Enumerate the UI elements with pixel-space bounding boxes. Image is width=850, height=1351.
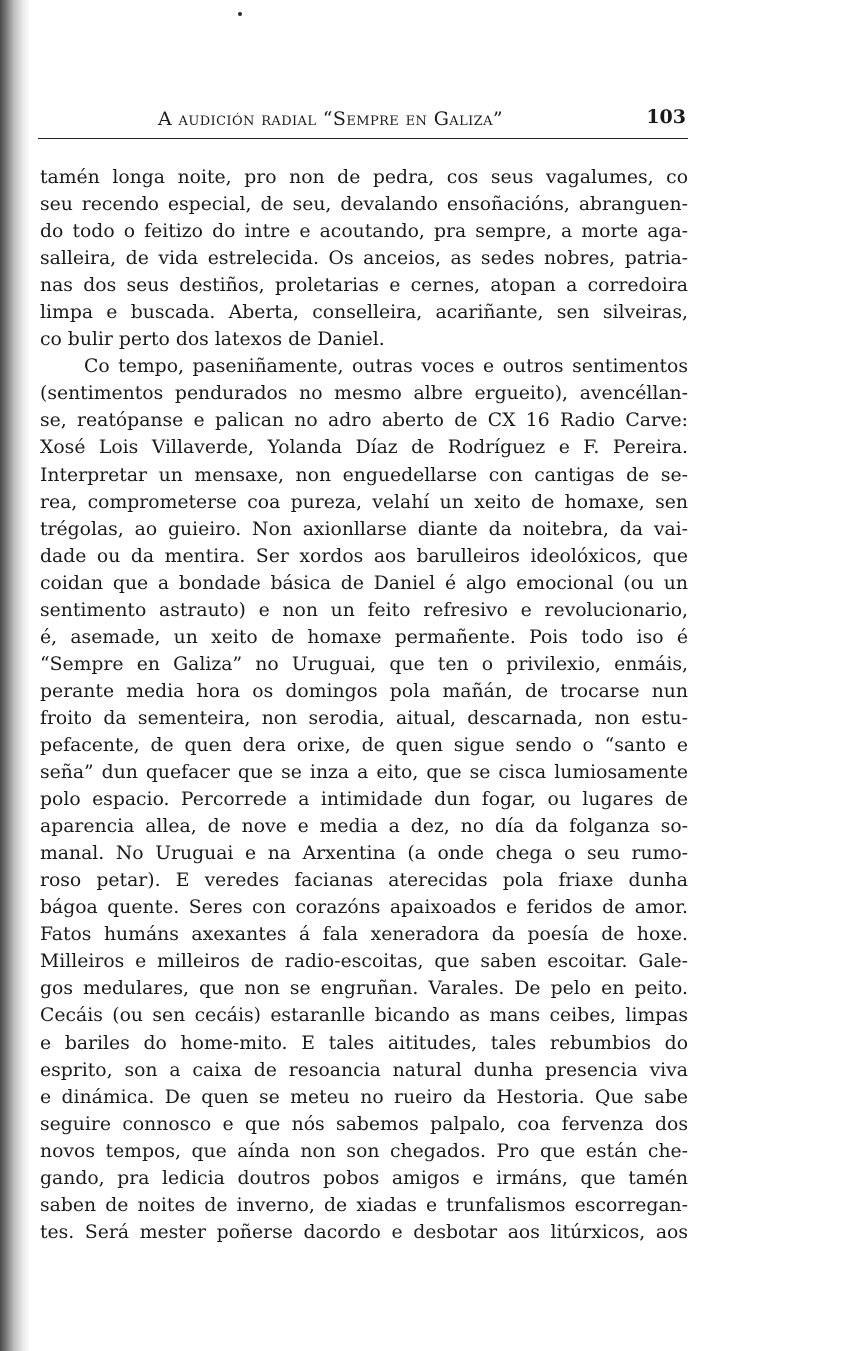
- text-line: nas dos seus destiños, proletarias e cernes, atopan a corredoira: [40, 275, 688, 297]
- running-header: [38, 106, 688, 139]
- text-line: seguire connosco e que nós sabemos palpalo, coa fervenza dos: [40, 1113, 688, 1135]
- text-line: (sentimentos pendurados no mesmo albre ergueito), avencéllan-: [40, 383, 688, 405]
- body-text: [40, 164, 688, 1246]
- text-line: polo espacio. Percorrede a intimidade dun fogar, ou lugares de: [40, 789, 688, 811]
- text-line: aparencia allea, de nove e media a dez, no día da folganza so-: [40, 816, 688, 838]
- text-line: Milleiros e milleiros de radio-escoitas, que saben escoitar. Gale-: [40, 951, 688, 973]
- text-line: e bariles do home-mito. E tales aititudes, tales rebumbios do: [40, 1032, 688, 1054]
- text-line: Xosé Lois Villaverde, Yolanda Díaz de Rodríguez e F. Pereira.: [40, 437, 688, 459]
- text-line: saben de noites de inverno, de xiadas e trunfalismos escorregan-: [40, 1194, 688, 1216]
- text-line: dade ou da mentira. Ser xordos aos barulleiros ideolóxicos, que: [40, 545, 688, 567]
- text-line: trégolas, ao guieiro. Non axionllarse diante da noitebra, da vai-: [40, 518, 688, 540]
- running-title: A audición radial “Sempre en Galiza”: [158, 108, 503, 130]
- text-line: Fatos humáns axexantes á fala xeneradora da poesía de hoxe.: [40, 924, 688, 946]
- text-line: sentimento astrauto) e non un feito refresivo e revolucionario,: [40, 599, 688, 621]
- text-line: novos tempos, que aínda non son chegados. Pro que están che-: [40, 1140, 688, 1162]
- text-line: esprito, son a caixa de resoancia natural dunha presencia viva: [40, 1059, 688, 1081]
- text-line: pefacente, de quen dera orixe, de quen sigue sendo o “santo e: [40, 734, 688, 756]
- text-line: coidan que a bondade básica de Daniel é algo emocional (ou un: [40, 572, 688, 594]
- text-line: é, asemade, un xeito de homaxe permañente. Pois todo iso é: [40, 626, 688, 648]
- text-line: limpa e buscada. Aberta, conselleira, acariñante, sen silveiras,: [40, 302, 688, 324]
- text-line: rea, comprometerse coa pureza, velahí un xeito de homaxe, sen: [40, 491, 688, 513]
- text-line: “Sempre en Galiza” no Uruguai, que ten o privilexio, enmáis,: [40, 653, 688, 675]
- text-line: gos medulares, que non se engruñan. Varales. De pelo en peito.: [40, 978, 688, 1000]
- text-line: e dinámica. De quen se meteu no rueiro da Hestoria. Que sabe: [40, 1086, 688, 1108]
- text-line: gando, pra ledicia doutros pobos amigos e irmáns, que tamén: [40, 1167, 688, 1189]
- text-line: bágoa quente. Seres con corazóns apaixoados e feridos de amor.: [40, 897, 688, 919]
- text-line: salleira, de vida estrelecida. Os anceios, as sedes nobres, patria-: [40, 248, 688, 270]
- text-line: manal. No Uruguai e na Arxentina (a onde chega o seu rumo-: [40, 843, 688, 865]
- text-line: tamén longa noite, pro non de pedra, cos seus vagalumes, co: [40, 167, 688, 188]
- text-line: Interpretar un mensaxe, non enguedellarse con cantigas de se-: [40, 464, 688, 486]
- text-line: seña” dun quefacer que se inza a eito, que se cisca lumiosamente: [40, 762, 688, 784]
- text-line: roso petar). E veredes facianas aterecidas pola friaxe dunha: [40, 870, 688, 892]
- text-line: do todo o feitizo do intre e acoutando, pra sempre, a morte aga-: [40, 221, 688, 243]
- text-line: se, reatópanse e palican no adro aberto de CX 16 Radio Carve:: [40, 410, 688, 432]
- text-line: froito da sementeira, non serodia, aitual, descarnada, non estu-: [40, 707, 688, 729]
- print-speck: [238, 12, 242, 16]
- page-binding-edge: [0, 0, 30, 1351]
- text-line: seu recendo especial, de seu, devalando ensoñacións, abranguen-: [40, 194, 688, 216]
- page-number: 103: [646, 106, 686, 128]
- text-line: co bulir perto dos latexos de Daniel.: [40, 329, 385, 351]
- text-line: perante media hora os domingos pola mañán, de trocarse nun: [40, 680, 688, 702]
- paragraph-start-line: Co tempo, paseniñamente, outras voces e outros sentimentos: [84, 356, 688, 378]
- text-line: tes. Será mester poñerse dacordo e desbotar aos litúrxicos, aos: [40, 1221, 688, 1243]
- text-line: Cecáis (ou sen cecáis) estaranlle bicando as mans ceibes, limpas: [40, 1005, 688, 1027]
